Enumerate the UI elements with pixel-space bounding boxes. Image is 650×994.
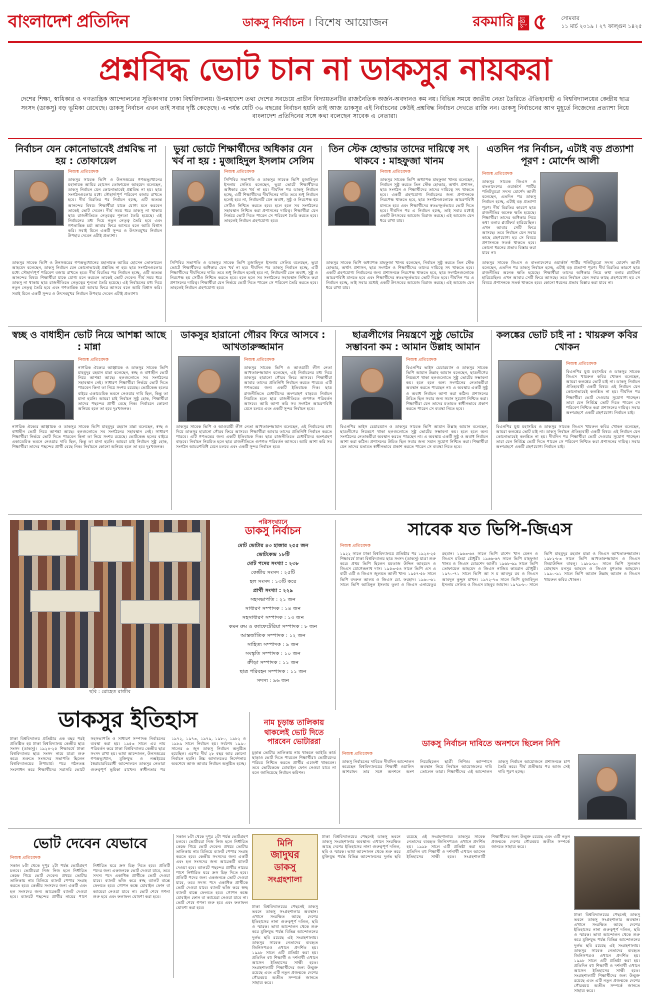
article-title[interactable]: তিন স্টেক হোল্ডার তাদের দায়িত্বে সৎ থাকবে : মাহফুজা খানম — [328, 144, 470, 167]
how-to-vote-body: সকাল ৮টা থেকে দুপুর ২টা পর্যন্ত ভোটগ্রহণ চলবে। ভোটাররা নিজ নিজ হলে নির্ধারিত কেন্দ্রে গিয়ে ভোট দেবেন। প্রথমে ভোটার তালিকায় নাম মিলিয়ে ব্যালট পেপার সংগ্রহ করতে হবে। কেন্দ্রীয় সংসদের জন্য একটি এবং হল সংসদের জন্য আরেকটি ব্যালট দেওয়া হবে। ব্যালটে পছন্দের প্রার্থীর নামের পাশে নির্ধারিত ঘরে ক্রস চিহ্ন দিতে হবে। প্রতিটি পদের জন্য একজনকে ভোট দেওয়া যাবে, তবে সদস্য পদে একাধিক প্রার্থীকে ভোট দেওয়া যাবে। ব্যালট ভাঁজ করে স্বচ্ছ ব্যালট বাক্সে ফেলতে হবে। গোপন কক্ষে মোবাইল ফোন বা ক্যামেরা নেওয়া যাবে না। ভোট শেষে গণনা শুরু হবে এবং ফলাফল ঘোষণা করা হবে। — [10, 863, 170, 899]
byline: নিজস্ব প্রতিবেদক — [406, 358, 437, 363]
row-divider — [8, 514, 642, 515]
article-body: ডাকসুর সাবেক জিএস ও বাংলাদেশের ওয়ার্কার্স পার্টির পলিটব্যুরো সদস্য মোর্শেদ আলী বলেছেন, এতদিন পর ডাকসু নির্বাচন হচ্ছে, এটাই বড় প্রত্যাশা পূরণ। দীর্ঘ বিরতির কারণে ছাত্র রাজনীতির অনেক ক্ষতি হয়েছে। শিক্ষার্থীরা তাদের অধিকার নিয়ে কথা বলার প্ল্যাটফর্ম হারিয়েছিল। এখন আবার সেটি ফিরে আসছে। তবে নির্বাচন যেন সবার কাছে গ্রহণযোগ্য হয় সে বিষয়ে প্রশাসনকে সতর্ক থাকতে হবে। কোনো ধরনের প্রভাব বিস্তার করা যাবে না। — [482, 179, 536, 256]
byline: নিজস্ব প্রতিবেদক — [224, 170, 255, 175]
tofayel-photo — [14, 170, 64, 226]
history-body: ঢাকা বিশ্ববিদ্যালয় প্রতিষ্ঠার এক বছর পরই প্রতিষ্ঠিত হয় ঢাকা বিশ্ববিদ্যালয় কেন্দ্রীয় ছাত্র সংসদ (ডাকসু)। ১৯২৪-২৫ শিক্ষাবর্ষে ঢাকা বিশ্ববিদ্যালয় ছাত্র সংসদ নামে যাত্রা শুরু করে। শুরুতে সংসদের সভাপতি ছিলেন বিশ্ববিদ্যালয়ের উপাচার্য। পরে গঠনতন্ত্র সংশোধন করে শিক্ষার্থীদের সরাসরি ভোটে সহসভাপতি ও সাধারণ সম্পাদক নির্বাচনের ব্যবস্থা করা হয়। ১৯৫৩ সালে এর নাম পরিবর্তন করে ঢাকা বিশ্ববিদ্যালয় কেন্দ্রীয় ছাত্র সংসদ রাখা হয়। ভাষা আন্দোলন, উনসত্তরের গণঅভ্যুত্থান, মুক্তিযুদ্ধ ও নব্বইয়ের স্বৈরাচারবিরোধী আন্দোলনে ডাকসুর নেতারা গুরুত্বপূর্ণ ভূমিকা রাখেন। স্বাধীনতার পর ১৯৭২, ১৯৭৩, ১৯৭৯, ১৯৮০, ১৯৮২ ও ১৯৮৯ সালে নির্বাচন হয়। সর্বশেষ ১৯৯০ সালের ৬ জুন ডাকসু নির্বাচন অনুষ্ঠিত হয়েছিল। এরপর দীর্ঘ ২৮ বছর আর কোনো নির্বাচন হয়নি। উচ্চ আদালতের নির্দেশনায় অবশেষে আজ আবার নির্বাচন অনুষ্ঠিত হচ্ছে। — [10, 736, 246, 772]
article-mahfuza-body — [380, 168, 474, 264]
byline: নিজস্ব প্রতিবেদক — [10, 856, 41, 861]
vp-gs-body: ১৯২২ সালে ঢাকা বিশ্ববিদ্যালয়ে প্রতিষ্ঠার পর ১৯২৪-২৫ শিক্ষাবর্ষে ঢাকা বিশ্ববিদ্যালয় ছাত্র সংসদ (ডাকসু) যাত্রা শুরু করে। প্রথম ভিপি ছিলেন মমতাজ উদ্দিন আহমেদ ও জিএস যোগেন্দ্রনাথ দাস। ১৯৫৩-৫৪ সালে ভিপি এস এ বারী এটি ও জিএস জুলমত আলী খান। ১৯৫৭-৫৮ সালে ভিপি বদরুল আলম ও জিএস মো. ফরহাদ। ১৯৬০-৬১ সালে ভিপি আমিনুল ইসলাম তুলা ও জিএস এনায়েতুর রহমান। ১৯৬৩-৬৪ সালে ভিপি রাশেদ খান মেনন ও জিএস মতিয়া চৌধুরী। ১৯৬৬-৬৭ সালে ভিপি মাহফুজা খানম ও জিএস মোরশেদ আলী। ১৯৬৮-৬৯ সালে ভিপি তোফায়েল আহমেদ ও জিএস নাজিম কামরান চৌধুরী। ১৯৭০-৭১ সালে ভিপি আ স ম আবদুর রব ও জিএস আবদুল কুদ্দুস মাখন। ১৯৭২-৭৩ সালে ভিপি মুজাহিদুল ইসলাম সেলিম ও জিএস মাহবুব জামান। ১৯৭৯-৮০ সালে ভিপি মাহমুদুর রহমান মান্না ও জিএস আখতারুজ্জামান। ১৯৮২-৮৩ সালে ভিপি আখতারুজ্জামান ও জিএস জিয়াউদ্দিন বাবলু। ১৯৮৯-৯০ সালে ভিপি সুলতান মোহাম্মদ মনসুর আহমদ ও জিএস মুশতাক আহমেদ। ১৯৯০-৯১ সালে ভিপি আমান উল্লাহ আমান ও জিএস খায়রুল কবির খোকন। — [340, 551, 640, 587]
article-title[interactable]: স্বচ্ছ ও বাধাহীন ভোট নিয়ে আশঙ্কা আছে : মান্না — [12, 330, 166, 353]
byline: নিজস্ব প্রতিবেদক — [68, 170, 99, 175]
stats-kicker: পরিসংখ্যানে — [258, 519, 288, 526]
stat-line: সংস্কৃতি সম্পাদক : ১০ জন — [245, 651, 301, 658]
article-mahfuza-cont: ডাকসুর সাবেক ভিপি অধ্যাপক মাহফুজা খানম বলেছেন, নির্বাচন সুষ্ঠু করতে তিন স্টেক হোল্ডার, অর্থাৎ প্রশাসন, ছাত্র সংগঠন ও শিক্ষার্থীদের তাদের দায়িত্বে সৎ থাকতে হবে। একটি গ্রহণযোগ্য নির্বাচনের জন্য প্রশাসনকে নিরপেক্ষ থাকতে হবে, ছাত্র সংগঠনগুলোকে আচরণবিধি মানতে হবে এবং শিক্ষার্থীদের স্বতঃস্ফূর্তভাবে ভোট দিতে হবে। দীর্ঘদিন পর এ নির্বাচন হচ্ছে, তাই সবার মধ্যেই একটি উৎসবের আমেজ বিরাজ করছে। এই আমেজ যেন ধরে রাখা যায়। — [326, 260, 474, 291]
stat-line: কেন্দ্রীয় সংসদ : ২৫টি — [250, 570, 296, 577]
article-body: সিপিবির সভাপতি ও ডাকসুর সাবেক ভিপি মুজাহিদুল ইসলাম সেলিম বলেছেন, ভুয়া ভোটে শিক্ষার্থীদের অধিকার যেন খর্ব না হয়। দীর্ঘদিন পর ডাকসু নির্বাচন হচ্ছে, এটি শিক্ষার্থীদের দীর্ঘদিনের দাবি। তবে শুধু নির্বাচন হলেই হবে না, নির্বাচনটি যেন অবাধ, সুষ্ঠু ও নিরপেক্ষ হয় সেটিও নিশ্চিত করতে হবে। হলে হলে সব সংগঠনের সহাবস্থান নিশ্চিত করা প্রশাসনের দায়িত্ব। শিক্ষার্থীরা যেন নির্ভয়ে ভোট দিতে পারেন সে পরিবেশ তৈরি করতে হবে। তাহলেই নির্বাচন গ্রহণযোগ্য হবে। — [224, 177, 318, 223]
how-to-vote-section — [10, 834, 170, 978]
column-divider — [491, 330, 492, 510]
page-number: ৫ — [532, 10, 548, 36]
row-divider — [8, 828, 642, 829]
article-body: ডাকসুর সাবেক ভিপি ও উনসত্তরের গণঅভ্যুত্থানের মহানায়ক আমির হোসেন তোফায়েল আহমেদ বলেছেন, ডাকসু নির্বাচন যেন কোনোভাবেই প্রশ্নবিদ্ধ না হয়। ছাত্র সংগঠনগুলোর মধ্যে সৌহার্দ্যপূর্ণ পরিবেশ বজায় রাখতে হবে। দীর্ঘ বিরতির পর নির্বাচন হচ্ছে, এটি অত্যন্ত আনন্দের বিষয়। শিক্ষার্থীরা যাকে যোগ্য মনে করবেন তাকেই ভোট দেবেন। দীর্ঘ সময় ধরে ডাকসু না থাকায় ছাত্র রাজনীতিতে নেতৃত্বের শূন্যতা তৈরি হয়েছে। এই নির্বাচনের মধ্য দিয়ে নতুন নেতৃত্ব তৈরি হবে এবং গণতান্ত্রিক চর্চা আবার ফিরে আসবে বলে আমি বিশ্বাস করি। সবাই মিলে একটি সুন্দর ও উৎসবমুখর নির্বাচন উপহার দেবেন এটাই প্রত্যাশা। — [68, 177, 162, 239]
day-label: সোমবার — [561, 16, 580, 22]
article-title[interactable]: ভুয়া ভোটে শিক্ষার্থীদের অধিকার যেন খর্ব না হয় : মুজাহিদুল ইসলাম সেলিম — [171, 144, 315, 167]
article-manna-cont: নাগরিক ঐক্যের আহ্বায়ক ও ডাকসুর সাবেক ভিপি মাহমুদুর রহমান মান্না বলেছেন, স্বচ্ছ ও বাধাহীন ভোট নিয়ে আশঙ্কা আছে। হলগুলোতে সব সংগঠনের সহাবস্থান নেই। সাধারণ শিক্ষার্থীরা নির্ভয়ে ভোট দিতে পারবেন কিনা তা নিয়ে সংশয় রয়েছে। ভোটকেন্দ্র হলের বাইরে একাডেমিক ভবনে নেওয়ার দাবি ছিল, কিন্তু তা মানা হয়নি। আমরা চাই নির্বাচন সুষ্ঠু হোক, শিক্ষার্থীরা তাদের পছন্দের প্রার্থী বেছে নিক। নির্বাচনে কোনো অনিয়ম হলে তা হবে দুঃখজনক। — [12, 424, 168, 450]
voter-list-title[interactable]: নাম চূড়ান্ত তালিকায় থাকলেই ভোট দিতে পারবেন ভোটাররা — [263, 718, 325, 746]
stat-line: মোট ভোটার ৪৩ হাজার ২৫৫ জন — [237, 543, 309, 550]
article-title[interactable]: ডাকসুর হারানো গৌরব ফিরে আসবে : আখতারুজ্জামান — [180, 330, 326, 353]
stat-line: সহসভাপতি : ২১ জন — [250, 597, 296, 604]
article-title[interactable]: ছাত্রলীগের নিয়ন্ত্রণে সুষ্ঠু ভোটের সম্ভাবনা কম : আমান উল্লাহ আমান — [346, 330, 480, 353]
mini-museum-box — [252, 834, 318, 900]
article-body: নাগরিক ঐক্যের আহ্বায়ক ও ডাকসুর সাবেক ভিপি মাহমুদুর রহমান মান্না বলেছেন, স্বচ্ছ ও বাধাহীন ভোট নিয়ে আশঙ্কা আছে। হলগুলোতে সব সংগঠনের সহাবস্থান নেই। সাধারণ শিক্ষার্থীরা নির্ভয়ে ভোট দিতে পারবেন কিনা তা নিয়ে সংশয় রয়েছে। ভোটকেন্দ্র হলের বাইরে একাডেমিক ভবনে নেওয়ার দাবি ছিল, কিন্তু তা মানা হয়নি। আমরা চাই নির্বাচন সুষ্ঠু হোক, শিক্ষার্থীরা তাদের পছন্দের প্রার্থী বেছে নিক। নির্বাচনে কোনো অনিয়ম হলে তা হবে দুঃখজনক। — [78, 365, 168, 411]
stats-title: ডাকসু নির্বাচন — [244, 526, 301, 538]
brand-logo[interactable]: বাংলাদেশ প্রতিদিন — [8, 12, 129, 33]
stat-line: মোট পদের সংখ্যা : ২৩৮ — [247, 561, 299, 568]
partner-logo: রকমারি — [472, 14, 514, 31]
mahfuza-photo — [328, 170, 376, 226]
museum-side-text: ঢাকা বিশ্ববিদ্যালয়ের পেছনেই ডাকসু ভবনে ডাকসু সংগ্রহশালার অবস্থান। এখানে সংরক্ষিত আছে দেশের ইতিহাসের নানা গুরুত্বপূর্ণ দলিল, ছবি ও স্মারক। ভাষা আন্দোলন থেকে শুরু করে মুক্তিযুদ্ধ পর্যন্ত বিভিন্ন আন্দোলনের দুর্লভ ছবি রয়েছে এই সংগ্রহশালায়। ডাকসুর সাবেক নেতাদের ব্যবহৃত জিনিসপত্রও এখানে প্রদর্শিত হয়। ১৯৯৮ সালে এটি প্রতিষ্ঠা করা হয়। প্রতিদিন বহু শিক্ষার্থী ও দর্শনার্থী এখানে আসেন ইতিহাসের সাক্ষী হতে। সংগ্রহশালাটি শিক্ষার্থীদের জন্য উন্মুক্ত রয়েছে এবং এটি নতুন প্রজন্মকে দেশের গৌরবময় অতীত সম্পর্কে জানতে সাহায্য করে। — [252, 904, 318, 986]
section-topic: ডাকসু নির্বাচন — [242, 16, 305, 30]
section-sublabel: বিশেষ আয়োজন — [315, 16, 389, 30]
how-to-vote-title[interactable]: ভোট দেবেন যেভাবে — [32, 836, 147, 852]
collection-label: সংগ্রহশালা — [267, 875, 303, 884]
stat-line: ভোটকেন্দ্র ১৮টি — [256, 552, 290, 559]
column-divider — [249, 712, 250, 824]
photo-caption: ছবি : রোহেত রাজীব — [89, 689, 131, 695]
morshed-photo — [540, 172, 618, 242]
aman-photo — [342, 356, 402, 420]
column-divider — [477, 146, 478, 322]
stat-line: ছাত্র পরিবহন সম্পাদক : ১১ জন — [239, 669, 307, 676]
selim-photo — [172, 170, 220, 226]
column-divider — [173, 834, 174, 978]
byline: নিজস্ব প্রতিবেদক — [380, 170, 411, 175]
section-separator: । — [307, 16, 312, 30]
history-title[interactable]: ডাকসুর ইতিহাস — [58, 708, 198, 733]
article-tofayel-cont: ডাকসুর সাবেক ভিপি ও উনসত্তরের গণঅভ্যুত্থানের মহানায়ক আমির হোসেন তোফায়েল আহমেদ বলেছেন, ডাকসু নির্বাচন যেন কোনোভাবেই প্রশ্নবিদ্ধ না হয়। ছাত্র সংগঠনগুলোর মধ্যে সৌহার্দ্যপূর্ণ পরিবেশ বজায় রাখতে হবে। দীর্ঘ বিরতির পর নির্বাচন হচ্ছে, এটি অত্যন্ত আনন্দের বিষয়। শিক্ষার্থীরা যাকে যোগ্য মনে করবেন তাকেই ভোট দেবেন। দীর্ঘ সময় ধরে ডাকসু না থাকায় ছাত্র রাজনীতিতে নেতৃত্বের শূন্যতা তৈরি হয়েছে। এই নির্বাচনের মধ্য দিয়ে নতুন নেতৃত্ব তৈরি হবে এবং গণতান্ত্রিক চর্চা আবার ফিরে আসবে বলে আমি বিশ্বাস করি। সবাই মিলে একটি সুন্দর ও উৎসবমুখর নির্বাচন উপহার দেবেন এটাই প্রত্যাশা। — [12, 260, 162, 296]
article-tofayel-body — [68, 168, 162, 264]
byline: নিজস্ব প্রতিবেদক — [342, 752, 373, 757]
date-block — [561, 15, 642, 31]
column-divider — [171, 330, 172, 510]
article-selim-body — [224, 168, 318, 264]
column-divider — [321, 146, 322, 322]
article-body: ডাকসুর সাবেক ভিপি অধ্যাপক মাহফুজা খানম বলেছেন, নির্বাচন সুষ্ঠু করতে তিন স্টেক হোল্ডার, অর্থাৎ প্রশাসন, ছাত্র সংগঠন ও শিক্ষার্থীদের তাদের দায়িত্বে সৎ থাকতে হবে। একটি গ্রহণযোগ্য নির্বাচনের জন্য প্রশাসনকে নিরপেক্ষ থাকতে হবে, ছাত্র সংগঠনগুলোকে আচরণবিধি মানতে হবে এবং শিক্ষার্থীদের স্বতঃস্ফূর্তভাবে ভোট দিতে হবে। দীর্ঘদিন পর এ নির্বাচন হচ্ছে, তাই সবার মধ্যেই একটি উৎসবের আমেজ বিরাজ করছে। এই আমেজ যেন ধরে রাখা যায়। — [380, 177, 474, 223]
article-title[interactable]: এতদিন পর নির্বাচন, এটাই বড় প্রত্যাশা পূরণ : মোর্শেদ আলী — [486, 144, 634, 167]
crowd-photo — [10, 520, 210, 688]
page-tag: পৃষ্ঠা — [518, 15, 529, 30]
article-khokon-cont: বিএনপির যুগ্ম মহাসচিব ও ডাকসুর সাবেক জিএস খায়রুল কবির খোকন বলেছেন, আমরা কলঙ্কের ভোট চাই না। ডাকসু নির্বাচন ঐতিহ্যবাহী একটি বিষয়। এই নির্বাচন যেন কোনোভাবেই কলঙ্কিত না হয়। দীর্ঘদিন পর শিক্ষার্থীরা ভোট দেওয়ার সুযোগ পাচ্ছেন। তারা যেন নির্বিঘ্নে ভোট দিতে পারেন সে পরিবেশ নিশ্চিত করা প্রশাসনের দায়িত্ব। সবার অংশগ্রহণে একটি গ্রহণযোগ্য নির্বাচন চাই। — [496, 424, 640, 450]
article-aman-body — [406, 356, 488, 424]
akhtaruzzaman-photo — [178, 356, 240, 422]
dakshu-label: ডাকসু — [274, 863, 296, 873]
stat-line: কমন রুম ও ক্যাফেটেরিয়া সম্পাদক : ৮ জন — [228, 624, 318, 631]
byline: নিজস্ব প্রতিবেদক — [566, 362, 597, 367]
voter-list-body: চূড়ান্ত ভোটার তালিকায় নাম থাকলে আইডি কার্ড ছাড়াও ভোট দিতে পারবেন শিক্ষার্থীরা। ভোটারদের পরিচয় নিশ্চিত করতে প্রার্থীর এজেন্ট থাকবেন। তবে ভোটকেন্দ্রে মোবাইল ফোন নেওয়া যাবে না বলে জানিয়েছে নির্বাচন কমিশন। — [252, 749, 336, 775]
article-akhtaruzzaman-cont: ডাকসুর সাবেক ভিপি ও আওয়ামী লীগ নেতা আখতারুজ্জামান বলেছেন, এই নির্বাচনের মধ্য দিয়ে ডাকসুর হারানো গৌরব ফিরে আসবে। শিক্ষার্থীরা আবার তাদের প্রতিনিধি নির্বাচন করতে পারবে। এটি গণতন্ত্রের জন্য একটি ইতিবাচক দিক। ছাত্র রাজনীতিতে মেধাবীদের অংশগ্রহণ বাড়বে। নির্বাচন নিয়মিত হলে ছাত্র রাজনীতিতে গুণগত পরিবর্তন আসবে। আমি আশা করি সব সংগঠন আচরণবিধি মেনে চলবে এবং একটি সুন্দর নির্বাচন হবে। — [176, 424, 332, 450]
article-body: বিএনপির যুগ্ম মহাসচিব ও ডাকসুর সাবেক জিএস খায়রুল কবির খোকন বলেছেন, আমরা কলঙ্কের ভোট চাই না। ডাকসু নির্বাচন ঐতিহ্যবাহী একটি বিষয়। এই নির্বাচন যেন কোনোভাবেই কলঙ্কিত না হয়। দীর্ঘদিন পর শিক্ষার্থীরা ভোট দেওয়ার সুযোগ পাচ্ছেন। তারা যেন নির্বিঘ্নে ভোট দিতে পারেন সে পরিবেশ নিশ্চিত করা প্রশাসনের দায়িত্ব। সবার অংশগ্রহণে একটি গ্রহণযোগ্য নির্বাচন চাই। — [566, 369, 640, 415]
mini-label: মিনি — [277, 839, 293, 849]
article-body: ডাকসুর সাবেক ভিপি ও আওয়ামী লীগ নেতা আখতারুজ্জামান বলেছেন, এই নির্বাচনের মধ্য দিয়ে ডাকসুর হারানো গৌরব ফিরে আসবে। শিক্ষার্থীরা আবার তাদের প্রতিনিধি নির্বাচন করতে পারবে। এটি গণতন্ত্রের জন্য একটি ইতিবাচক দিক। ছাত্র রাজনীতিতে মেধাবীদের অংশগ্রহণ বাড়বে। নির্বাচন নিয়মিত হলে ছাত্র রাজনীতিতে গুণগত পরিবর্তন আসবে। আমি আশা করি সব সংগঠন আচরণবিধি মেনে চলবে এবং একটি সুন্দর নির্বাচন হবে। — [244, 365, 332, 411]
page-header — [8, 6, 642, 40]
row-divider — [8, 326, 642, 327]
byline: নিজস্ব প্রতিবেদক — [78, 358, 109, 363]
museum-label: জাদুঘর — [270, 850, 300, 861]
article-morshed-body — [482, 170, 536, 260]
column-divider — [335, 330, 336, 510]
column-divider — [165, 146, 166, 322]
article-body: বিএনপির ভাইস চেয়ারম্যান ও ডাকসুর সাবেক ভিপি আমান উল্লাহ আমান বলেছেন, ছাত্রলীগের নিয়ন্ত্রণে থাকা হলগুলোতে সুষ্ঠু ভোটের সম্ভাবনা কম। হলে হলে অন্য সংগঠনের নেতাকর্মীরা অবস্থান করতে পারছেন না। এ অবস্থায় একটি সুষ্ঠু ও অবাধ নির্বাচন আশা করা কঠিন। প্রশাসনের উচিত ছিল সবার জন্য সমান সুযোগ নিশ্চিত করা। শিক্ষার্থীরা যেন তাদের মতামত স্বাধীনভাবে প্রকাশ করতে পারেন সে ব্যবস্থা নিতে হবে। — [406, 365, 488, 411]
article-khokon-body — [566, 360, 640, 424]
nishi-title[interactable]: ডাকসু নির্বাচন দাবিতে অনশনে ছিলেন নিশি — [421, 739, 561, 748]
museum-body-cont: ঢাকা বিশ্ববিদ্যালয়ের পেছনেই ডাকসু ভবনে ডাকসু সংগ্রহশালার অবস্থান। এখানে সংরক্ষিত আছে দেশের ইতিহাসের নানা গুরুত্বপূর্ণ দলিল, ছবি ও স্মারক। ভাষা আন্দোলন থেকে শুরু করে মুক্তিযুদ্ধ পর্যন্ত বিভিন্ন আন্দোলনের দুর্লভ ছবি রয়েছে এই সংগ্রহশালায়। ডাকসুর সাবেক নেতাদের ব্যবহৃত জিনিসপত্রও এখানে প্রদর্শিত হয়। ১৯৯৮ সালে এটি প্রতিষ্ঠা করা হয়। প্রতিদিন বহু শিক্ষার্থী ও দর্শনার্থী এখানে আসেন ইতিহাসের সাক্ষী হতে। সংগ্রহশালাটি শিক্ষার্থীদের জন্য উন্মুক্ত রয়েছে এবং এটি নতুন প্রজন্মকে দেশের গৌরবময় অতীত সম্পর্কে জানতে সাহায্য করে। — [574, 912, 640, 994]
date-label: ১১ মার্চ ২০১৯ । ২৭ ফাল্গুন ১৪২৫ — [561, 24, 642, 30]
vp-gs-title[interactable]: সাবেক যত ভিপি-জিএস — [408, 520, 572, 540]
stat-line: সাধারণ সম্পাদক : ১৪ জন — [245, 606, 301, 613]
article-akhtaruzzaman-body — [244, 356, 332, 424]
article-title[interactable]: নির্বাচন যেন কোনোভাবেই প্রশ্নবিদ্ধ না হয় : তোফায়েল — [15, 144, 157, 167]
museum-body: ঢাকা বিশ্ববিদ্যালয়ের পেছনেই ডাকসু ভবনে ডাকসু সংগ্রহশালার অবস্থান। এখানে সংরক্ষিত আছে দেশের ইতিহাসের নানা গুরুত্বপূর্ণ দলিল, ছবি ও স্মারক। ভাষা আন্দোলন থেকে শুরু করে মুক্তিযুদ্ধ পর্যন্ত বিভিন্ন আন্দোলনের দুর্লভ ছবি রয়েছে এই সংগ্রহশালায়। ডাকসুর সাবেক নেতাদের ব্যবহৃত জিনিসপত্রও এখানে প্রদর্শিত হয়। ১৯৯৮ সালে এটি প্রতিষ্ঠা করা হয়। প্রতিদিন বহু শিক্ষার্থী ও দর্শনার্থী এখানে আসেন ইতিহাসের সাক্ষী হতে। সংগ্রহশালাটি শিক্ষার্থীদের জন্য উন্মুক্ত রয়েছে এবং এটি নতুন প্রজন্মকে দেশের গৌরবময় অতীত সম্পর্কে জানতে সাহায্য করে। — [322, 834, 570, 860]
stat-line: হল সংসদ : ১৩টি করে — [249, 579, 297, 586]
museum-photo — [574, 836, 640, 910]
byline: নিজস্ব প্রতিবেদক — [244, 358, 275, 363]
how-to-vote-cont: সকাল ৮টা থেকে দুপুর ২টা পর্যন্ত ভোটগ্রহণ চলবে। ভোটাররা নিজ নিজ হলে নির্ধারিত কেন্দ্রে গিয়ে ভোট দেবেন। প্রথমে ভোটার তালিকায় নাম মিলিয়ে ব্যালট পেপার সংগ্রহ করতে হবে। কেন্দ্রীয় সংসদের জন্য একটি এবং হল সংসদের জন্য আরেকটি ব্যালট দেওয়া হবে। ব্যালটে পছন্দের প্রার্থীর নামের পাশে নির্ধারিত ঘরে ক্রস চিহ্ন দিতে হবে। প্রতিটি পদের জন্য একজনকে ভোট দেওয়া যাবে, তবে সদস্য পদে একাধিক প্রার্থীকে ভোট দেওয়া যাবে। ব্যালট ভাঁজ করে স্বচ্ছ ব্যালট বাক্সে ফেলতে হবে। গোপন কক্ষে মোবাইল ফোন বা ক্যামেরা নেওয়া যাবে না। ভোট শেষে গণনা শুরু হবে এবং ফলাফল ঘোষণা করা হবে। — [176, 834, 248, 911]
vp-gs-section — [340, 518, 640, 734]
stat-line: সহসাধারণ সম্পাদক : ১৩ জন — [242, 615, 304, 622]
stat-line: ক্রীড়া সম্পাদক : ১১ জন — [247, 660, 299, 667]
stat-line: আন্তর্জাতিক সম্পাদক : ১২ জন — [240, 633, 306, 640]
stat-line: সদস্য : ৯৬ জন — [256, 678, 290, 685]
column-divider — [339, 738, 340, 824]
article-manna-body — [78, 356, 168, 424]
byline: নিজস্ব প্রতিবেদক — [340, 544, 371, 549]
intro-paragraph: দেশের শিক্ষা, স্বাধিকার ও গণতান্ত্রিক আন্দোলনের সূতিকাগার ঢাকা বিশ্ববিদ্যালয়। উপমহাদেশ তথা দেশের সবচেয়ে প্রাচীন বিদ্যায়তনটির রাজনৈতিক অর্জন-অবদানও কম নয়। বিভিন্ন সময়ে জাতীয় নেতা তৈরিতে ঐতিহ্যবাহী এ বিশ্ববিদ্যালয়ের কেন্দ্রীয় ছাত্র সংসদ (ডাকসু) বড় ভূমিকা রেখেছে। ডাকসু নির্বাচন এখন তাই সবার দৃষ্টি কেড়েছে। এ পর্যন্ত যেটি ৩৬ বছরের নির্বাচন হয়নি তাই আজ ডাকসুর এই নির্বাচনের কেউই প্রশ্নবিদ্ধ নির্বাচন দেখতে রাজি নন। ডাকসু নির্বাচনের আগ মুহূর্তে নিজেদের প্রত্যাশা নিয়ে বাংলাদেশ প্রতিদিনের সঙ্গে কথা বলেছেন সাবেক এ নেতারা। — [20, 96, 630, 121]
header-right — [472, 10, 642, 36]
voter-list-item — [252, 718, 336, 818]
nishi-photo — [578, 754, 636, 820]
byline: নিজস্ব প্রতিবেদক — [482, 172, 513, 177]
article-selim-cont: সিপিবির সভাপতি ও ডাকসুর সাবেক ভিপি মুজাহিদুল ইসলাম সেলিম বলেছেন, ভুয়া ভোটে শিক্ষার্থীদের অধিকার যেন খর্ব না হয়। দীর্ঘদিন পর ডাকসু নির্বাচন হচ্ছে, এটি শিক্ষার্থীদের দীর্ঘদিনের দাবি। তবে শুধু নির্বাচন হলেই হবে না, নির্বাচনটি যেন অবাধ, সুষ্ঠু ও নিরপেক্ষ হয় সেটিও নিশ্চিত করতে হবে। হলে হলে সব সংগঠনের সহাবস্থান নিশ্চিত করা প্রশাসনের দায়িত্ব। শিক্ষার্থীরা যেন নির্ভয়ে ভোট দিতে পারেন সে পরিবেশ তৈরি করতে হবে। তাহলেই নির্বাচন গ্রহণযোগ্য হবে। — [170, 260, 318, 291]
article-title[interactable]: কলঙ্কের ভোট চাই না : খায়রুল কবির খোকন — [496, 330, 638, 353]
section-label — [158, 16, 473, 30]
manna-photo — [14, 360, 74, 420]
stats-box — [214, 520, 332, 710]
article-aman-cont: বিএনপির ভাইস চেয়ারম্যান ও ডাকসুর সাবেক ভিপি আমান উল্লাহ আমান বলেছেন, ছাত্রলীগের নিয়ন্ত্রণে থাকা হলগুলোতে সুষ্ঠু ভোটের সম্ভাবনা কম। হলে হলে অন্য সংগঠনের নেতাকর্মীরা অবস্থান করতে পারছেন না। এ অবস্থায় একটি সুষ্ঠু ও অবাধ নির্বাচন আশা করা কঠিন। প্রশাসনের উচিত ছিল সবার জন্য সমান সুযোগ নিশ্চিত করা। শিক্ষার্থীরা যেন তাদের মতামত স্বাধীনভাবে প্রকাশ করতে পারেন সে ব্যবস্থা নিতে হবে। — [340, 424, 488, 450]
intro-divider — [8, 138, 642, 139]
khokon-photo — [498, 360, 562, 422]
column-divider — [335, 520, 336, 710]
nishi-body: ডাকসু নির্বাচনের দাবিতে দীর্ঘদিন আন্দোলন করেছেন বিশ্ববিদ্যালয়ের শিক্ষার্থী ওয়ালিদ আশরাফ। তার সঙ্গে অনশনে অংশ নিয়েছিলেন ছাত্রী নিশিও। ক্যাম্পাসে অবস্থান নিয়ে নির্বাচন আয়োজনের দাবি তোলেন তারা। শিক্ষার্থীদের এই আন্দোলন ডাকসু নির্বাচন আয়োজনে প্রশাসনকে চাপ তৈরি করে। দীর্ঘ প্রতীক্ষার পর আজ সেই দাবি পূরণ হচ্ছে। — [342, 759, 570, 775]
page-headline: প্রশ্নবিদ্ধ ভোট চান না ডাকসুর নায়করা — [98, 52, 552, 88]
article-morshed-cont: ডাকসুর সাবেক জিএস ও বাংলাদেশের ওয়ার্কার্স পার্টির পলিটব্যুরো সদস্য মোর্শেদ আলী বলেছেন, এতদিন পর ডাকসু নির্বাচন হচ্ছে, এটাই বড় প্রত্যাশা পূরণ। দীর্ঘ বিরতির কারণে ছাত্র রাজনীতির অনেক ক্ষতি হয়েছে। শিক্ষার্থীরা তাদের অধিকার নিয়ে কথা বলার প্ল্যাটফর্ম হারিয়েছিল। এখন আবার সেটি ফিরে আসছে। তবে নির্বাচন যেন সবার কাছে গ্রহণযোগ্য হয় সে বিষয়ে প্রশাসনকে সতর্ক থাকতে হবে। কোনো ধরনের প্রভাব বিস্তার করা যাবে না। — [482, 260, 640, 286]
stat-line: সাহিত্য সম্পাদক : ৯ জন — [247, 642, 299, 649]
header-divider — [8, 41, 642, 43]
stats-list — [214, 542, 332, 686]
history-section — [10, 706, 246, 824]
stat-line: প্রার্থী সংখ্যা : ২২৯ — [253, 588, 293, 595]
